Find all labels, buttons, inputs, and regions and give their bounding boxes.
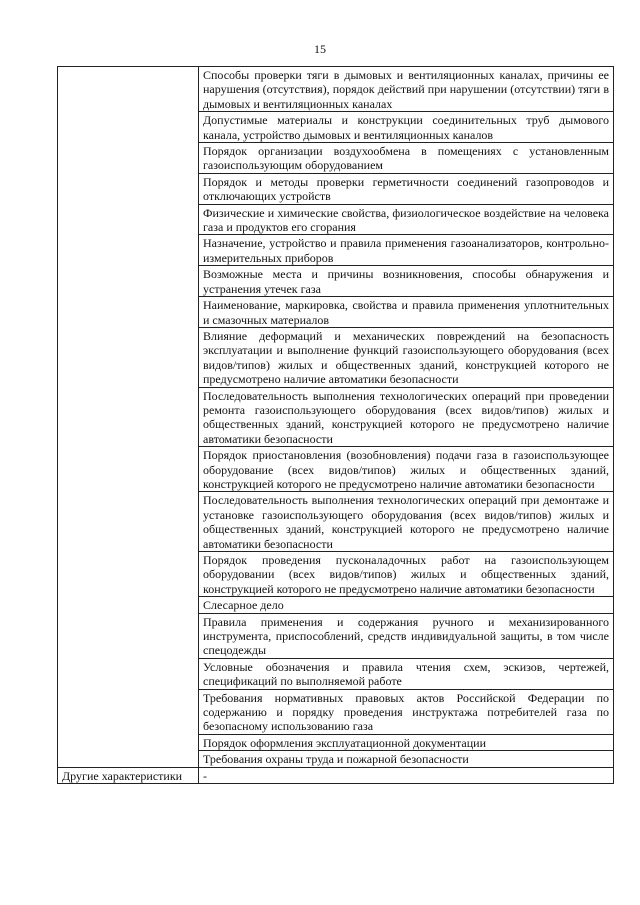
knowledge-item: Порядок оформления эксплуатационной документации — [199, 734, 614, 750]
other-characteristics-label: Другие характеристики — [58, 767, 199, 783]
knowledge-item: Порядок организации воздухообмена в помещениях с установленным газоиспользующим оборудованием — [199, 143, 614, 174]
knowledge-item: Способы проверки тяги в дымовых и вентиляционных каналах, причины ее нарушения (отсутствия), порядок действий при нарушении (отсутствии) тяги в дымовых и вентиляционных каналах — [199, 67, 614, 112]
knowledge-item: Последовательность выполнения технологических операций при проведении ремонта газоиспользующего оборудования (всех видов/типов) жилых и общественных зданий, конструкцией которого не предусмотрено наличие автоматики безопасности — [199, 387, 614, 447]
knowledge-item: Допустимые материалы и конструкции соединительных труб дымового канала, устройство дымовых и вентиляционных каналов — [199, 112, 614, 143]
table-row — [58, 767, 614, 783]
knowledge-item: Порядок и методы проверки герметичности соединений газопроводов и отключающих устройств — [199, 173, 614, 204]
knowledge-item: Возможные места и причины возникновения, способы обнаружения и устранения утечек газа — [199, 266, 614, 297]
knowledge-item: Наименование, маркировка, свойства и правила применения уплотнительных и смазочных материалов — [199, 297, 614, 328]
table-row — [58, 67, 614, 112]
knowledge-item: Назначение, устройство и правила применения газоанализаторов, контрольно-измерительных приборов — [199, 235, 614, 266]
knowledge-item: Требования охраны труда и пожарной безопасности — [199, 751, 614, 767]
knowledge-item: Физические и химические свойства, физиологическое воздействие на человека газа и продуктов его сгорания — [199, 204, 614, 235]
knowledge-item: Влияние деформаций и механических повреждений на безопасность эксплуатации и выполнение функций газоиспользующего оборудования (всех видов/типов) жилых и общественных зданий, конструкцией которого не предусмотрено наличие автоматики безопасности — [199, 327, 614, 387]
knowledge-item: Требования нормативных правовых актов Российской Федерации по содержанию и порядку проведения инструктажа потребителей газа по безопасному использованию газа — [199, 689, 614, 734]
knowledge-item: Слесарное дело — [199, 597, 614, 613]
knowledge-item: Последовательность выполнения технологических операций при демонтаже и установке газоиспользующего оборудования (всех видов/типов) жилых и общественных зданий, конструкцией которого не предусмотрено наличие автоматики безопасности — [199, 492, 614, 552]
page-number: 15 — [314, 42, 326, 56]
knowledge-item: Порядок приостановления (возобновления) подачи газа в газоиспользующее оборудование (всех видов/типов) жилых и общественных зданий, конструкцией которого не предусмотрено наличие автоматики безопасности — [199, 447, 614, 492]
knowledge-item: Порядок проведения пусконаладочных работ на газоиспользующем оборудовании (всех видов/типов) жилых и общественных зданий, конструкцией которого не предусмотрено наличие автоматики безопасности — [199, 552, 614, 597]
empty-label-cell — [58, 67, 199, 768]
knowledge-item: Правила применения и содержания ручного и механизированного инструмента, приспособлений, средств индивидуальной защиты, в том числе спецодежды — [199, 613, 614, 658]
knowledge-table — [57, 66, 614, 784]
knowledge-item: Условные обозначения и правила чтения схем, эскизов, чертежей, спецификаций по выполняемой работе — [199, 658, 614, 689]
other-characteristics-value: - — [199, 767, 614, 783]
